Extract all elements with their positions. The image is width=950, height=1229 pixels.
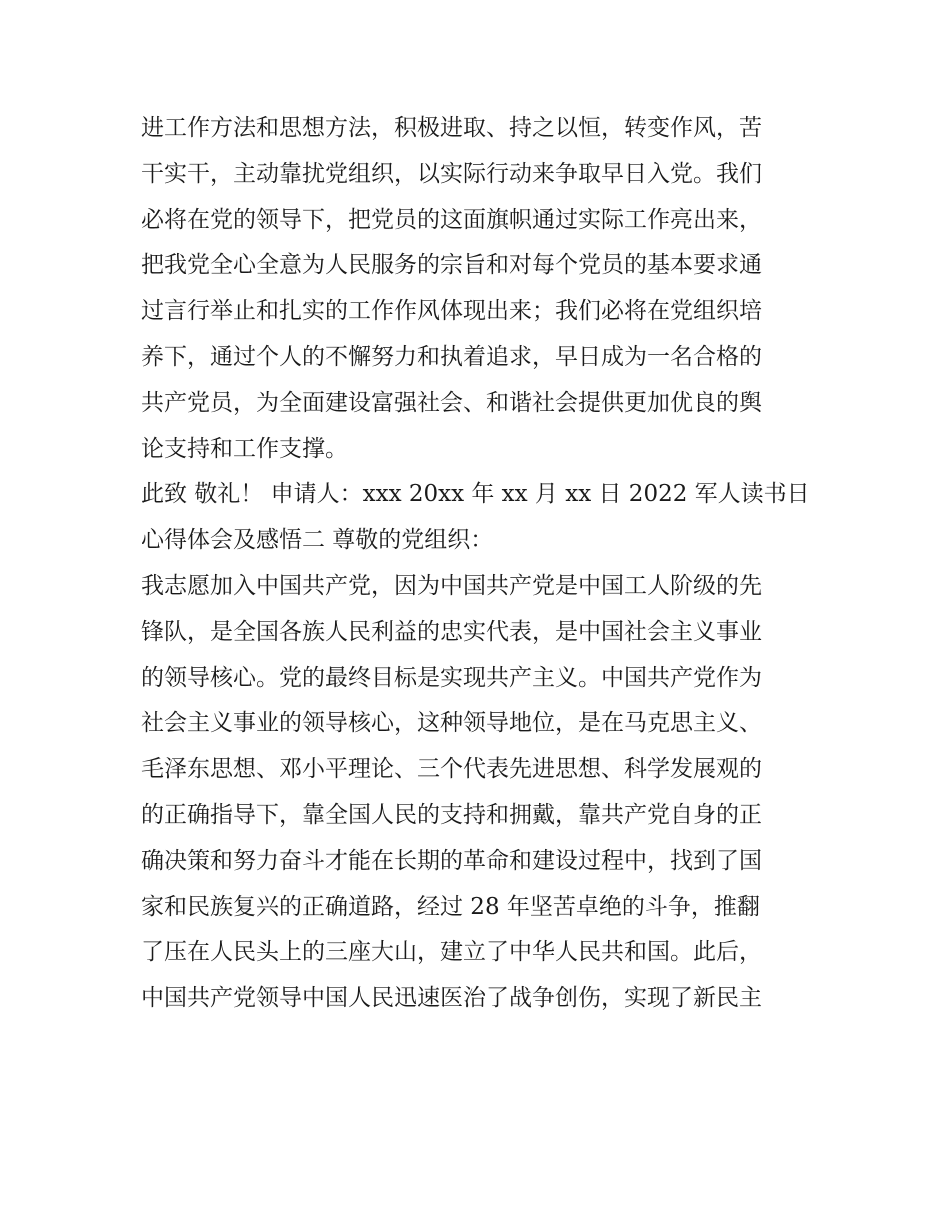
text-line: 的领导核心。党的最终目标是实现共产主义。中国共产党作为 bbox=[141, 664, 762, 691]
text-line: 干实干，主动靠扰党组织，以实际行动来争取早日入党。我们 bbox=[141, 160, 762, 187]
text-line: 进工作方法和思想方法，积极进取、持之以恒，转变作风，苦 bbox=[141, 115, 762, 141]
text-line: 共产党员，为全面建设富强社会、和谐社会提供更加优良的舆 bbox=[141, 389, 762, 416]
text-line: 把我党全心全意为人民服务的宗旨和对每个党员的基本要求通 bbox=[141, 252, 762, 279]
text-line: 了压在人民头上的三座大山，建立了中华人民共和国。此后， bbox=[141, 939, 762, 966]
text-line: 我志愿加入中国共产党，因为中国共产党是中国工人阶级的先 bbox=[141, 572, 762, 599]
text-line: 确决策和努力奋斗才能在长期的革命和建设过程中，找到了国 bbox=[141, 847, 762, 874]
heading-line: 心得体会及感悟二 尊敬的党组织： bbox=[141, 527, 494, 554]
text-line: 社会主义事业的领导核心，这种领导地位，是在马克思主义、 bbox=[141, 710, 762, 737]
text-line: 毛泽东思想、邓小平理论、三个代表先进思想、科学发展观的 bbox=[141, 756, 762, 783]
text-line: 的正确指导下，靠全国人民的支持和拥戴，靠共产党自身的正 bbox=[141, 801, 762, 828]
text-line: 中国共产党领导中国人民迅速医治了战争创伤，实现了新民主 bbox=[141, 985, 762, 1012]
closing-line: 此致 敬礼！ 申请人：xxx 20xx 年 xx 月 xx 日 2022 军人读书日 bbox=[141, 481, 810, 508]
text-line: 论支持和工作支撑。 bbox=[141, 435, 348, 462]
text-line: 养下，通过个人的不懈努力和执着追求，早日成为一名合格的 bbox=[141, 343, 762, 370]
text-line: 必将在党的领导下，把党员的这面旗帜通过实际工作亮出来， bbox=[141, 206, 762, 233]
body-text bbox=[141, 106, 821, 1022]
text-line: 锋队，是全国各族人民利益的忠实代表，是中国社会主义事业 bbox=[141, 618, 762, 645]
text-line: 家和民族复兴的正确道路，经过 28 年坚苦卓绝的斗争，推翻 bbox=[141, 893, 760, 920]
text-line: 过言行举止和扎实的工作作风体现出来；我们必将在党组织培 bbox=[141, 298, 762, 325]
